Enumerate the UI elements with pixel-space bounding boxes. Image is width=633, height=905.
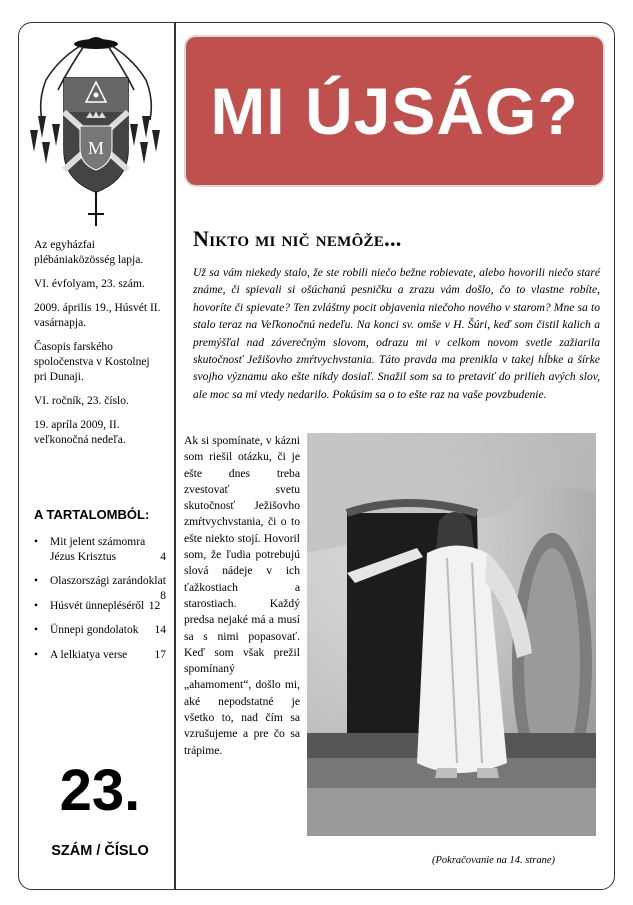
info-line: 2009. április 19., Húsvét II. vasárnapja. — [34, 302, 161, 329]
table-of-contents — [34, 535, 166, 672]
toc-item[interactable] — [34, 535, 166, 564]
toc-item-page: 12 — [148, 599, 161, 612]
toc-item-page: 8 — [160, 589, 166, 602]
toc-item[interactable] — [34, 574, 166, 602]
toc-item-page: 4 — [160, 550, 166, 563]
toc-item-label: Olaszországi zarándoklat — [50, 575, 166, 587]
toc-heading: A TARTALOMBÓL: — [34, 507, 150, 522]
article-headline: Nikto mi nič nemôže... — [193, 226, 402, 251]
issue-label: SZÁM / ČÍSLO — [51, 843, 149, 859]
column-divider — [174, 23, 176, 889]
toc-item-label: Húsvét ünnepléséről — [50, 599, 145, 612]
toc-item-page: 17 — [154, 648, 166, 661]
info-line: VI. évfolyam, 23. szám. — [34, 278, 145, 290]
masthead-title: MI ÚJSÁG? — [210, 74, 579, 148]
info-line: 19. apríla 2009, II. veľkonočná nedeľa. — [34, 419, 126, 446]
masthead-banner — [186, 37, 603, 185]
info-line: Az egyházfai plébániaközösség lapja. — [34, 239, 144, 266]
info-line: Časopis farského spoločenstva v Kostolnej pri Dunaji. — [34, 341, 150, 383]
publication-info — [34, 238, 164, 457]
info-line: VI. ročník, 23. číslo. — [34, 395, 129, 407]
resurrection-illustration — [307, 433, 596, 836]
toc-item[interactable] — [34, 623, 166, 638]
toc-item-label: A lelkiatya verse — [50, 648, 128, 661]
toc-item-page: 14 — [154, 624, 166, 636]
toc-item[interactable] — [34, 599, 166, 614]
issue-number: 23. — [59, 758, 141, 823]
article-intro: Už sa vám niekedy stalo, že ste robili niečo bežne robievate, alebo hovorili niečo staré známe, či spievali si ošúchanú pesničku a zrazu vám došlo, čo to vlastne robíte, hovoríte či spievate? Ten zvláštny pocit objavenia niečoho nového v starom? Mne sa to stalo teraz na Veľkonočnú nedeľu. Na konci sv. omše v H. Šúri, keď som čistil kalich a premýšľal nad záverečným slovom, odrazu mi v celkom novom svetle zažiarila skutočnosť Ježišovho zmŕtvychvstania. Táto pravda ma prenikla v takej hĺbke a šírke svojho významu ako ešte nikdy dosiaľ. Snažil som sa to pretaviť do prilieh avých slov, ale moc sa mi vtedy nedarilo. Pokúsim sa o to ešte raz na vaše povzbudenie. — [193, 266, 600, 401]
continuation-note: (Pokračovanie na 14. strane) — [432, 855, 556, 866]
article-body: Ak si spomínate, v kázni som riešil otázku, či je ešte dnes treba zvestovať svetu skutočnosť Ježišovho zmŕtvychvstania, či o to ešte niekto stojí. Hovoril som, že ľudia potrebujú slová nádeje v ich ťažkostiach a starostiach. Každý predsa nejaké má a musí sa s nimi popasovať. Keď som však prežil spomínaný „ahamoment“, došlo mi, aké nepodstatné je všetko to, nad čím sa vzrušujeme a pre čo sa trápime. — [184, 434, 300, 757]
toc-item[interactable] — [34, 648, 166, 663]
coat-of-arms-icon — [28, 30, 164, 230]
svg-text:M: M — [87, 138, 105, 158]
toc-item-label: Ünnepi gondolatok — [50, 624, 139, 636]
toc-item-label: Mit jelent számomra Jézus Krisztus — [50, 536, 146, 563]
